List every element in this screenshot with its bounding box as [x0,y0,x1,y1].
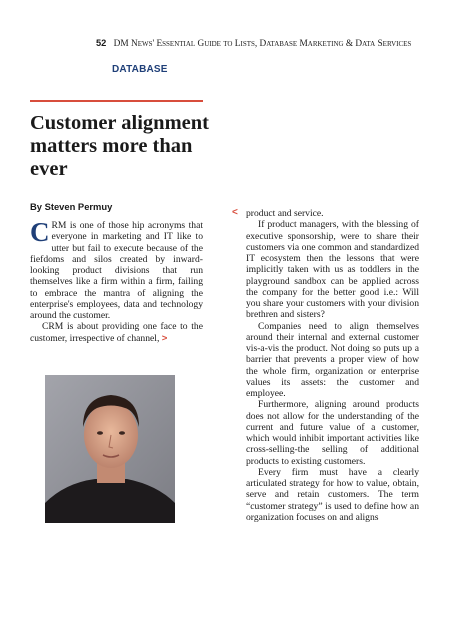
continue-arrow-icon: > [161,332,168,344]
continued-arrow-icon: < [232,207,238,218]
paragraph [30,217,203,321]
running-header [96,38,456,49]
paragraph-text: CRM is about providing one face to the customer, irrespective of channel, [30,321,203,344]
right-column [246,208,419,523]
section-label: DATABASE [112,64,168,75]
article-title: Customer alignment matters more than ever [30,112,209,180]
paragraph: Companies need to align themselves around their internal and external customer vis-a-vis the product. Not doing so puts up a barrier that prevents a proper view of how the whole firm, organization or enterprise values its assets: the customer and employee. [246,320,419,399]
paragraph-text: RM is one of those hip acronyms that everyone in marketing and IT like to utter but fail to execute because of the fiefdoms and silos created by inward-looking product divisions that run themselves like a firm within a firm, failing to embrace the mantra of aligning the enterprise's employees, data and technology around the customer. [30,220,203,321]
portrait-image [45,375,175,523]
byline: By Steven Permuy [30,201,113,212]
title-rule [30,100,203,102]
paragraph: product and service. [246,208,324,219]
paragraph: Every firm must have a clearly articulated strategy for how to value, obtain, serve and retain customers. The term “customer strategy” is used to define how an organization focuses on and aligns [246,466,419,523]
left-column [30,217,203,344]
paragraph: Furthermore, aligning around products does not allow for the understanding of the current and future value of a customer, which would inhibit important activities like cross-selling-the selling of additional products to existing customers. [246,399,419,467]
drop-cap: C [30,217,50,247]
author-photo [45,375,175,523]
paragraph [30,321,203,344]
page-number: 52 [96,38,107,48]
paragraph: If product managers, with the blessing of executive sponsorship, were to share their customers via one common and standardized IT ecosystem then the lessons that were implicitly taken with us as toddlers in the playground sandbox can be applied across the company for the better good i.e.: Will you share your customers with your division brethren and sisters? [246,219,419,321]
publication-title: DM News' Essential Guide to Lists, Database Marketing & Data Services [113,39,412,49]
